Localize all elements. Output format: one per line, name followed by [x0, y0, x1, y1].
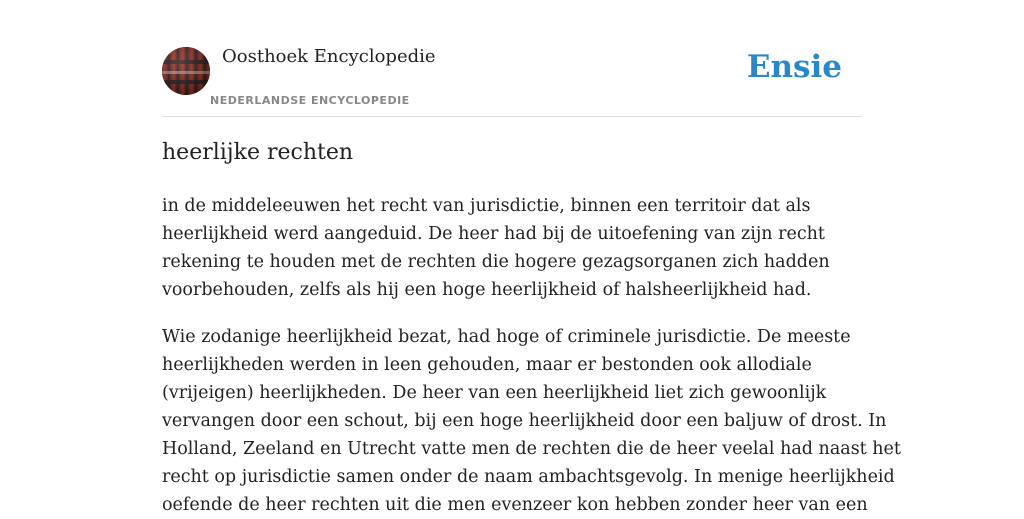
- paragraph-line: recht op jurisdictie samen onder de naam ambachtsgevolg. In menige heerlijkheid: [162, 467, 895, 487]
- entry-title: heerlijke rechten: [162, 140, 354, 165]
- paragraph-line: vervangen door een schout, bij een hoge heerlijkheid door een baljuw of drost. In: [162, 411, 887, 431]
- paragraph-line: (vrijeigen) heerlijkheden. De heer van een heerlijkheid liet zich gewoonlijk: [162, 383, 827, 403]
- encyclopedia-books-avatar[interactable]: [162, 47, 210, 95]
- paragraph-line: heerlijkheid werd aangeduid. De heer had bij de uitoefening van zijn recht: [162, 224, 825, 244]
- entry-paragraph-1: [162, 192, 862, 304]
- site-subtitle: NEDERLANDSE ENCYCLOPEDIE: [210, 94, 410, 107]
- site-header: [162, 0, 862, 117]
- brand-logo-link[interactable]: Ensie: [746, 49, 842, 85]
- paragraph-line: Wie zodanige heerlijkheid bezat, had hoge of criminele jurisdictie. De meeste: [162, 327, 851, 347]
- paragraph-line: rekening te houden met de rechten die hogere gezagsorganen zich hadden: [162, 252, 830, 272]
- paragraph-line: in de middeleeuwen het recht van jurisdictie, binnen een territoir dat als: [162, 196, 811, 216]
- article-page: [162, 0, 901, 515]
- paragraph-line: oefende de heer rechten uit die men evenzeer kon hebben zonder heer van een: [162, 495, 868, 515]
- paragraph-line: heerlijkheden werden in leen gehouden, maar er bestonden ook allodiale: [162, 355, 812, 375]
- site-title-link[interactable]: Oosthoek Encyclopedie: [222, 46, 436, 67]
- entry-paragraph-2: [162, 323, 901, 519]
- paragraph-line: voorbehouden, zelfs als hij een hoge heerlijkheid of halsheerlijkheid had.: [162, 280, 812, 300]
- paragraph-line: Holland, Zeeland en Utrecht vatte men de rechten die de heer veelal had naast het: [162, 439, 901, 459]
